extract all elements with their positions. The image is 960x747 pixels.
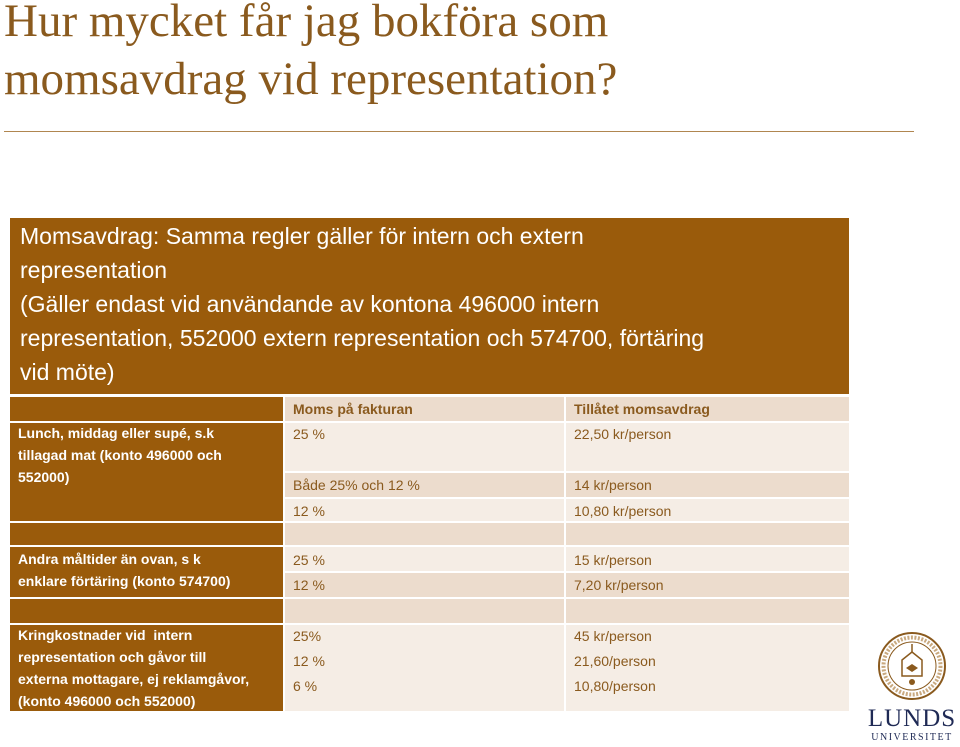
deduction-value: 15 kr/person xyxy=(574,552,652,568)
spacer-cell xyxy=(566,523,849,545)
group-label-meals xyxy=(18,422,222,488)
header-line-1: Momsavdrag: Samma regler gäller för intern och extern xyxy=(20,223,584,249)
group-label-refreshments xyxy=(18,548,230,592)
logo-subtitle: UNIVERSITET xyxy=(871,732,953,743)
table-cell xyxy=(285,423,564,471)
title-divider xyxy=(4,131,914,132)
group-label-meals-line-2: tillagad mat (konto 496000 och xyxy=(18,447,222,463)
vat-value: 6 % xyxy=(293,678,318,694)
header-line-3: (Gäller endast vid användande av kontona 496000 intern xyxy=(20,291,600,317)
group-label-related-costs-line-1: Kringkostnader vid intern xyxy=(18,627,193,643)
spacer-cell xyxy=(285,599,564,623)
vat-value: 25 % xyxy=(293,552,325,568)
spacer-cell xyxy=(10,599,283,623)
header-line-4: representation, 552000 extern representation och 574700, förtäring xyxy=(20,325,705,351)
header-line-5: vid möte) xyxy=(20,359,115,385)
vat-value: Både 25% och 12 % xyxy=(293,477,420,493)
vat-value: 12 % xyxy=(293,577,325,593)
deduction-value: 10,80/person xyxy=(574,678,656,694)
spacer-cell xyxy=(285,523,564,545)
column-header-vat: Moms på fakturan xyxy=(293,401,413,417)
table-cell xyxy=(285,573,564,597)
header-line-2: representation xyxy=(20,257,168,283)
page-title xyxy=(4,0,944,108)
group-label-meals-line-1: Lunch, middag eller supé, s.k xyxy=(18,425,215,441)
vat-value: 12 % xyxy=(293,653,325,669)
table-cell xyxy=(285,625,564,711)
deduction-value: 10,80 kr/person xyxy=(574,503,672,519)
group-label-related-costs xyxy=(18,624,249,712)
group-label-refreshments-line-2: enklare förtäring (konto 574700) xyxy=(18,573,231,589)
page-title-line-1: Hur mycket får jag bokföra som xyxy=(4,0,609,47)
group-label-related-costs-line-4: (konto 496000 och 552000) xyxy=(18,693,196,709)
group-label-related-costs-line-3: externa mottagare, ej reklamgåvor, xyxy=(18,671,250,687)
deduction-value: 22,50 kr/person xyxy=(574,426,672,442)
vat-value: 25% xyxy=(293,628,322,644)
logo-name: LUNDS xyxy=(867,705,957,732)
university-seal-icon xyxy=(878,628,946,704)
table-cell xyxy=(285,547,564,571)
spacer-cell xyxy=(10,523,283,545)
table-header-empty-cell xyxy=(10,397,283,421)
deduction-value: 14 kr/person xyxy=(574,477,652,493)
header-box xyxy=(10,218,849,394)
spacer-cell xyxy=(566,599,849,623)
deduction-value: 45 kr/person xyxy=(574,628,652,644)
page-title-line-2: momsavdrag vid representation? xyxy=(4,53,618,105)
group-label-meals-line-3: 552000) xyxy=(18,469,70,485)
table-cell xyxy=(285,499,564,521)
vat-value: 12 % xyxy=(293,503,325,519)
column-header-deduction: Tillåtet momsavdrag xyxy=(574,401,710,417)
deduction-value: 7,20 kr/person xyxy=(574,577,664,593)
deduction-value: 21,60/person xyxy=(574,653,656,669)
group-label-refreshments-line-1: Andra måltider än ovan, s k xyxy=(18,551,201,567)
group-label-related-costs-line-2: representation och gåvor till xyxy=(18,649,207,665)
vat-value: 25 % xyxy=(293,426,325,442)
